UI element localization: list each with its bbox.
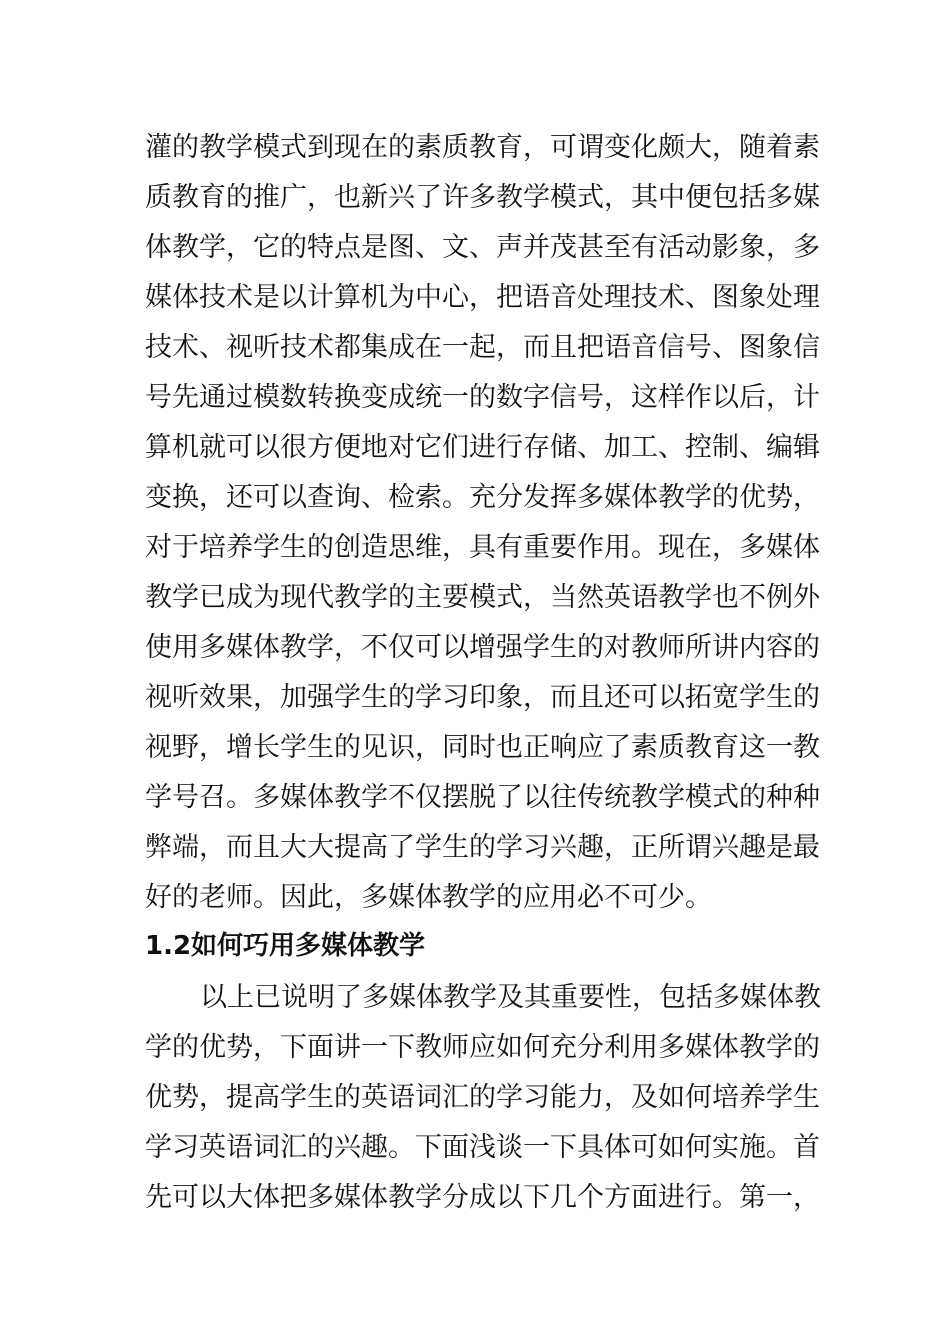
paragraph-1-line-14: 学号召。多媒体教学不仅摆脱了以往传统教学模式的种种: [145, 782, 820, 813]
paragraph-2-line-1: 以上已说明了多媒体教学及其重要性，包括多媒体教: [200, 982, 821, 1013]
paragraph-1-line-15: 弊端，而且大大提高了学生的学习兴趣，正所谓兴趣是最: [145, 832, 820, 863]
paragraph-1-line-7: 算机就可以很方便地对它们进行存储、加工、控制、编辑: [145, 432, 820, 463]
paragraph-1-line-2: 质教育的推广，也新兴了许多教学模式，其中便包括多媒: [145, 182, 820, 213]
paragraph-1-line-12: 视听效果，加强学生的学习印象，而且还可以拓宽学生的: [145, 682, 820, 713]
paragraph-1-line-5: 技术、视听技术都集成在一起，而且把语音信号、图象信: [145, 332, 820, 363]
paragraph-1-line-1: 灌的教学模式到现在的素质教育，可谓变化颇大，随着素: [145, 132, 820, 163]
paragraph-1-line-13: 视野，增长学生的见识，同时也正响应了素质教育这一教: [145, 732, 820, 763]
paragraph-1-line-9: 对于培养学生的创造思维，具有重要作用。现在，多媒体: [145, 532, 820, 563]
paragraph-2-line-3: 优势，提高学生的英语词汇的学习能力，及如何培养学生: [145, 1082, 820, 1113]
paragraph-1-line-16: 好的老师。因此，多媒体教学的应用必不可少。: [145, 882, 712, 913]
paragraph-2-line-2: 学的优势，下面讲一下教师应如何充分利用多媒体教学的: [145, 1032, 820, 1063]
paragraph-1-line-8: 变换，还可以查询、检索。充分发挥多媒体教学的优势，: [145, 482, 820, 513]
paragraph-1-line-3: 体教学，它的特点是图、文、声并茂甚至有活动影象，多: [145, 232, 820, 263]
paragraph-2-line-4: 学习英语词汇的兴趣。下面浅谈一下具体可如何实施。首: [145, 1132, 820, 1163]
paragraph-1-line-11: 使用多媒体教学，不仅可以增强学生的对教师所讲内容的: [145, 632, 820, 663]
paragraph-1-line-10: 教学已成为现代教学的主要模式，当然英语教学也不例外: [145, 582, 820, 613]
paragraph-1-line-4: 媒体技术是以计算机为中心，把语音处理技术、图象处理: [145, 282, 820, 313]
section-heading: 1.2如何巧用多媒体教学: [145, 931, 426, 961]
paragraph-1-line-6: 号先通过模数转换变成统一的数字信号，这样作以后，计: [145, 382, 820, 413]
paragraph-2-line-5: 先可以大体把多媒体教学分成以下几个方面进行。第一，: [145, 1182, 820, 1213]
